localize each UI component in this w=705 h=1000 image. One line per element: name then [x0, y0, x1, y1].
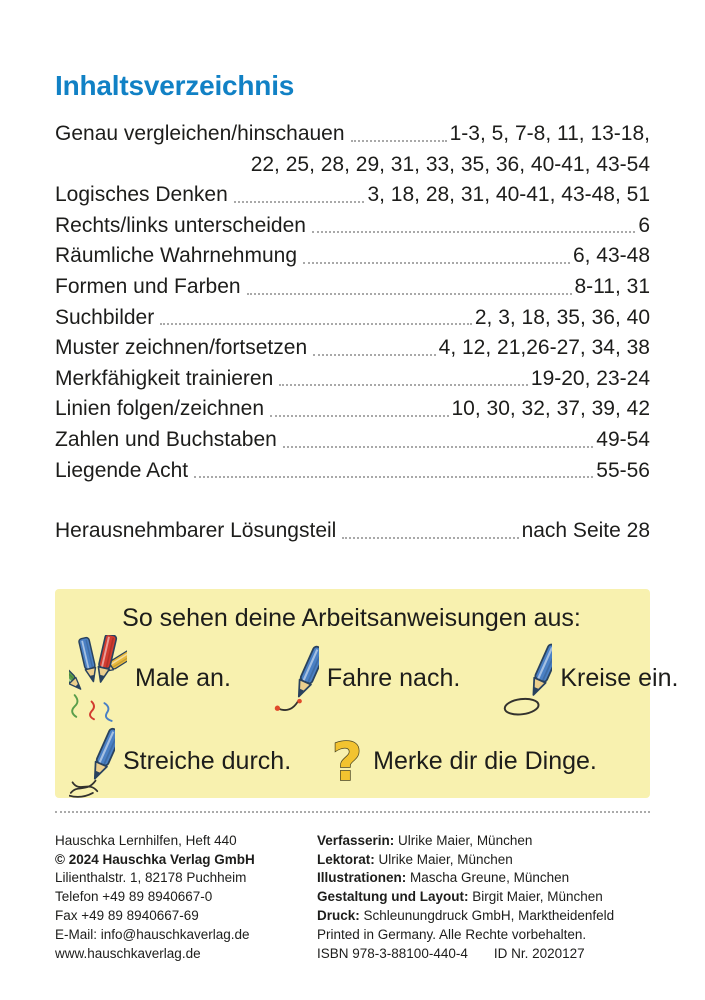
- imprint-person: Ulrike Maier, München: [394, 832, 533, 848]
- imprint-phone: Telefon +49 89 8940667-0: [55, 889, 213, 905]
- toc-entry: [55, 333, 650, 364]
- toc-entry-pages: 6: [638, 213, 650, 237]
- instructions-row: [69, 723, 634, 801]
- instruction-item: [502, 636, 678, 722]
- toc-entry-label: Muster zeichnen/fortsetzen: [55, 336, 308, 360]
- imprint-role: Gestaltung und Layout:: [317, 889, 469, 905]
- toc-entry-pages: nach Seite 28: [521, 519, 650, 543]
- dotted-leader: [241, 272, 575, 303]
- toc-entry-label: Linien folgen/zeichnen: [55, 397, 264, 421]
- imprint-role: Verfasserin:: [317, 832, 395, 848]
- imprint-person: Mascha Greune, München: [406, 870, 570, 886]
- toc-solutions-entry: [55, 516, 650, 547]
- toc-entry-pages: 2, 3, 18, 35, 36, 40: [474, 305, 650, 329]
- imprint-copyright: © 2024 Hauschka Verlag GmbH: [55, 851, 255, 867]
- toc-entry-label: Herausnehmbarer Lösungsteil: [55, 519, 337, 543]
- imprint-line: Hauschka Lernhilfen, Heft 440: [55, 832, 237, 848]
- toc-entry-pages: 6, 43-48: [572, 244, 650, 268]
- toc-entry-pages: 55-56: [596, 458, 650, 482]
- dotted-leader: [273, 364, 531, 395]
- pencil-circle-icon: [502, 636, 552, 722]
- toc-entry: [55, 272, 650, 303]
- imprint-line: [317, 869, 650, 888]
- imprint-rights: [317, 926, 650, 945]
- imprint-role: Lektorat:: [317, 851, 375, 867]
- toc-entry-pages: 10, 30, 32, 37, 39, 42: [451, 397, 650, 421]
- toc-entry-label: Formen und Farben: [55, 274, 241, 298]
- dotted-leader: [297, 241, 573, 272]
- toc-entry: [55, 180, 650, 211]
- toc-entry: [55, 425, 650, 456]
- imprint-fax: Fax +49 89 8940667-69: [55, 907, 199, 923]
- instruction-item: [69, 720, 291, 804]
- dotted-leader: [277, 425, 596, 456]
- instructions-row: [69, 635, 679, 723]
- page-title: Inhaltsverzeichnis: [55, 70, 295, 101]
- imprint-line: [317, 851, 650, 870]
- imprint-footer: [55, 832, 650, 964]
- pencil-trace-icon: [273, 637, 319, 721]
- imprint-isbn-line: [317, 945, 650, 964]
- question-mark-icon: [329, 731, 365, 793]
- toc-entry: [55, 364, 650, 395]
- instruction-label: Merke dir die Dinge.: [373, 747, 597, 776]
- table-of-contents: [55, 119, 650, 547]
- dotted-leader: [345, 119, 450, 150]
- instruction-item: [329, 731, 597, 793]
- instruction-label: Fahre nach.: [326, 664, 461, 693]
- instruction-label: Streiche durch.: [123, 747, 292, 776]
- dotted-leader: [336, 516, 521, 547]
- imprint-person: Birgit Maier, München: [468, 889, 603, 905]
- toc-entry-label: Zahlen und Buchstaben: [55, 427, 277, 451]
- imprint-line: Lilienthalstr. 1, 82178 Puchheim: [55, 870, 247, 886]
- toc-entry: [55, 456, 650, 487]
- toc-entry-pages: 22, 25, 28, 29, 31, 33, 35, 36, 40-41, 43-54: [250, 152, 650, 176]
- toc-entry-label: Logisches Denken: [55, 183, 228, 207]
- footer-divider: [55, 811, 650, 813]
- toc-entry-pages: 4, 12, 21,26-27, 34, 38: [438, 336, 650, 360]
- toc-entry: [55, 394, 650, 425]
- dotted-leader: [154, 303, 475, 334]
- imprint-line: [317, 832, 650, 851]
- imprint-rights-text: Printed in Germany. Alle Rechte vorbehalten.: [317, 926, 587, 942]
- toc-entry: [55, 119, 650, 150]
- toc-entry: [55, 303, 650, 334]
- toc-entry-continuation: [55, 150, 650, 181]
- id-number: ID Nr. 2020127: [493, 945, 585, 961]
- imprint-credits-column: [317, 832, 650, 964]
- toc-entry-label: Rechts/links unterscheiden: [55, 213, 306, 237]
- dotted-leader: [188, 456, 596, 487]
- toc-entry-label: Suchbilder: [55, 305, 155, 329]
- dotted-leader: [264, 394, 452, 425]
- imprint-line: [317, 907, 650, 926]
- toc-entry-label: Genau vergleichen/hinschauen: [55, 122, 345, 145]
- toc-entry: [55, 211, 650, 242]
- toc-entry-label: Liegende Acht: [55, 458, 189, 482]
- toc-entry: [55, 241, 650, 272]
- imprint-person: Ulrike Maier, München: [374, 851, 513, 867]
- dotted-leader: [228, 180, 368, 211]
- dotted-leader: [306, 211, 638, 242]
- imprint-role: Illustrationen:: [317, 870, 407, 886]
- instructions-title: So sehen deine Arbeitsanweisungen aus:: [122, 603, 581, 632]
- toc-entry-pages: 3, 18, 28, 31, 40-41, 43-48, 51: [367, 183, 650, 207]
- toc-entry-pages: 8-11, 31: [574, 274, 650, 298]
- imprint-role: Druck:: [317, 907, 360, 923]
- instruction-label: Kreise ein.: [560, 664, 679, 693]
- toc-entry-pages: 49-54: [596, 427, 650, 451]
- imprint-line: [317, 888, 650, 907]
- imprint-email: E-Mail: info@hauschkaverlag.de: [55, 926, 250, 942]
- pencil-strikeout-icon: [69, 720, 115, 804]
- imprint-website: www.hauschkaverlag.de: [55, 945, 201, 961]
- toc-entry-pages: 1-3, 5, 7-8, 11, 13-18,: [449, 122, 650, 145]
- toc-entry-label: Räumliche Wahrnehmung: [55, 244, 298, 268]
- svg-text:?: ?: [332, 732, 363, 793]
- instruction-label: Male an.: [135, 664, 231, 693]
- toc-entry-pages: 19-20, 23-24: [530, 366, 650, 390]
- imprint-publisher-column: [55, 832, 317, 964]
- imprint-person: Schleunungdruck GmbH, Marktheidenfeld: [359, 907, 615, 923]
- instructions-box: [55, 589, 679, 798]
- toc-entry-label: Merkfähigkeit trainieren: [55, 366, 274, 390]
- colored-pencils-icon: [69, 635, 127, 723]
- instruction-item: [69, 635, 231, 723]
- dotted-leader: [307, 333, 439, 364]
- instruction-item: [273, 637, 460, 721]
- isbn-number: ISBN 978-3-88100-440-4: [317, 945, 468, 961]
